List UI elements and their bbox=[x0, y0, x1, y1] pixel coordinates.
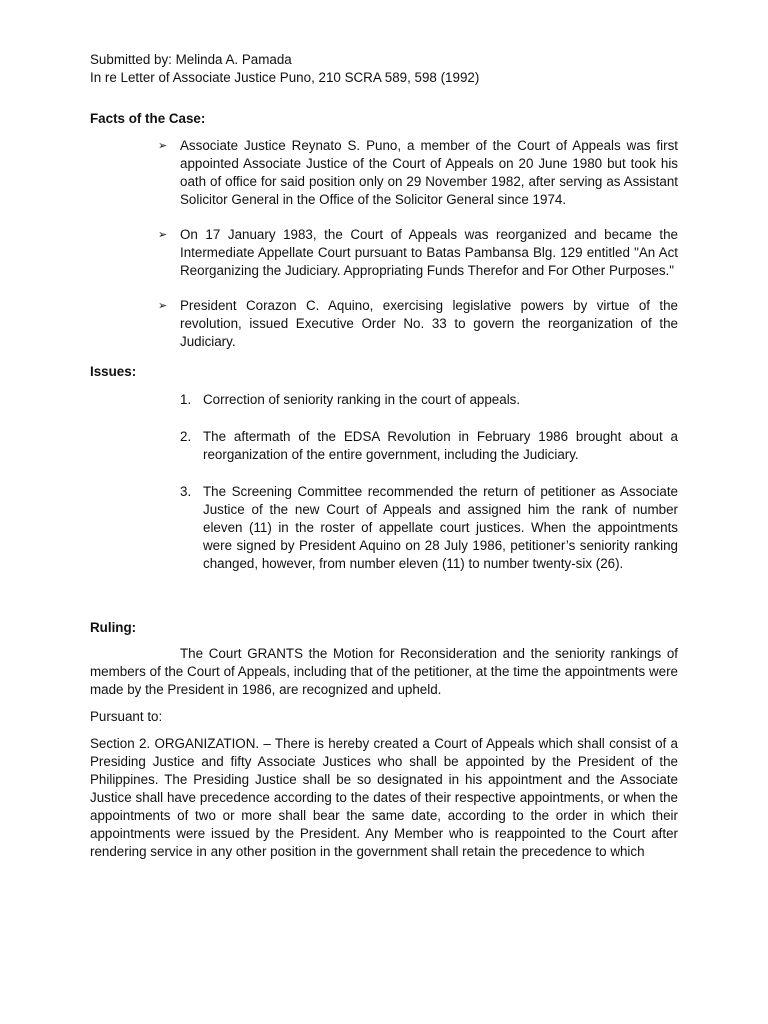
facts-item-text: On 17 January 1983, the Court of Appeals was reorganized and became the Intermediate Appellate Court pursuant to Batas Pambansa Blg. 129 entitled "An Act Reorganizing the Judiciary. Appropriating Funds Therefor and For Other Purposes." bbox=[180, 227, 678, 278]
issue-text: The aftermath of the EDSA Revolution in February 1986 brought about a reorganization of the entire government, including the Judiciary. bbox=[203, 429, 678, 462]
case-title: In re Letter of Associate Justice Puno, 210 SCRA 589, 598 (1992) bbox=[90, 70, 480, 85]
facts-item-text: Associate Justice Reynato S. Puno, a member of the Court of Appeals was first appointed Associate Justice of the Court of Appeals on 20 June 1980 but took his oath of office for said position only on 29 November 1982, after serving as Assistant Solicitor General in the Office of the Solicitor General since 1974. bbox=[180, 138, 678, 207]
arrow-bullet-icon: ➢ bbox=[158, 300, 168, 312]
facts-item-text: President Corazon C. Aquino, exercising legislative powers by virtue of the revolution, issued Executive Order No. 33 to govern the reorganization of the Judiciary. bbox=[180, 298, 678, 349]
section-2-text: Section 2. ORGANIZATION. – There is hereby created a Court of Appeals which shall consist of a Presiding Justice and fifty Associate Justices who shall be appointed by the President of the Philippines. The Presiding Justice shall be so designated in his appointment and the Associate Justice shall have precedence according to the dates of their respective appointments, or when the appointments of two or more shall bear the same date, according to the order in which their appointments were issued by the President. Any Member who is reappointed to the Court after rendering service in any other position in the government shall retain the precedence to which bbox=[90, 736, 678, 859]
issue-text: The Screening Committee recommended the return of petitioner as Associate Justice of the new Court of Appeals and assigned him the rank of number eleven (11) in the roster of appellate court justices. When the appointments were signed by President Aquino on 28 July 1986, petitioner’s seniority ranking changed, however, from number eleven (11) to number twenty-six (26). bbox=[203, 484, 678, 571]
submitted-by: Submitted by: Melinda A. Pamada bbox=[90, 52, 292, 67]
arrow-bullet-icon: ➢ bbox=[158, 229, 168, 241]
issue-text: Correction of seniority ranking in the court of appeals. bbox=[203, 392, 521, 407]
issue-item bbox=[90, 428, 678, 464]
issues-list bbox=[90, 391, 678, 573]
issue-number: 1. bbox=[180, 392, 192, 407]
issues-heading: Issues: bbox=[90, 364, 137, 379]
facts-item bbox=[90, 226, 678, 280]
facts-item bbox=[90, 297, 678, 351]
issue-number: 2. bbox=[180, 429, 192, 444]
issue-item bbox=[90, 391, 678, 409]
ruling-heading: Ruling: bbox=[90, 620, 137, 635]
issue-item bbox=[90, 483, 678, 573]
facts-heading: Facts of the Case: bbox=[90, 111, 206, 126]
pursuant-label: Pursuant to: bbox=[90, 709, 163, 724]
issue-number: 3. bbox=[180, 484, 192, 499]
facts-item bbox=[90, 137, 678, 209]
facts-list bbox=[90, 137, 678, 351]
ruling-paragraph: The Court GRANTS the Motion for Reconsideration and the seniority rankings of members of the Court of Appeals, including that of the petitioner, at the time the appointments were made by the President in 1986, are recognized and upheld. bbox=[90, 646, 678, 697]
document-page bbox=[90, 51, 678, 861]
arrow-bullet-icon: ➢ bbox=[158, 140, 168, 152]
